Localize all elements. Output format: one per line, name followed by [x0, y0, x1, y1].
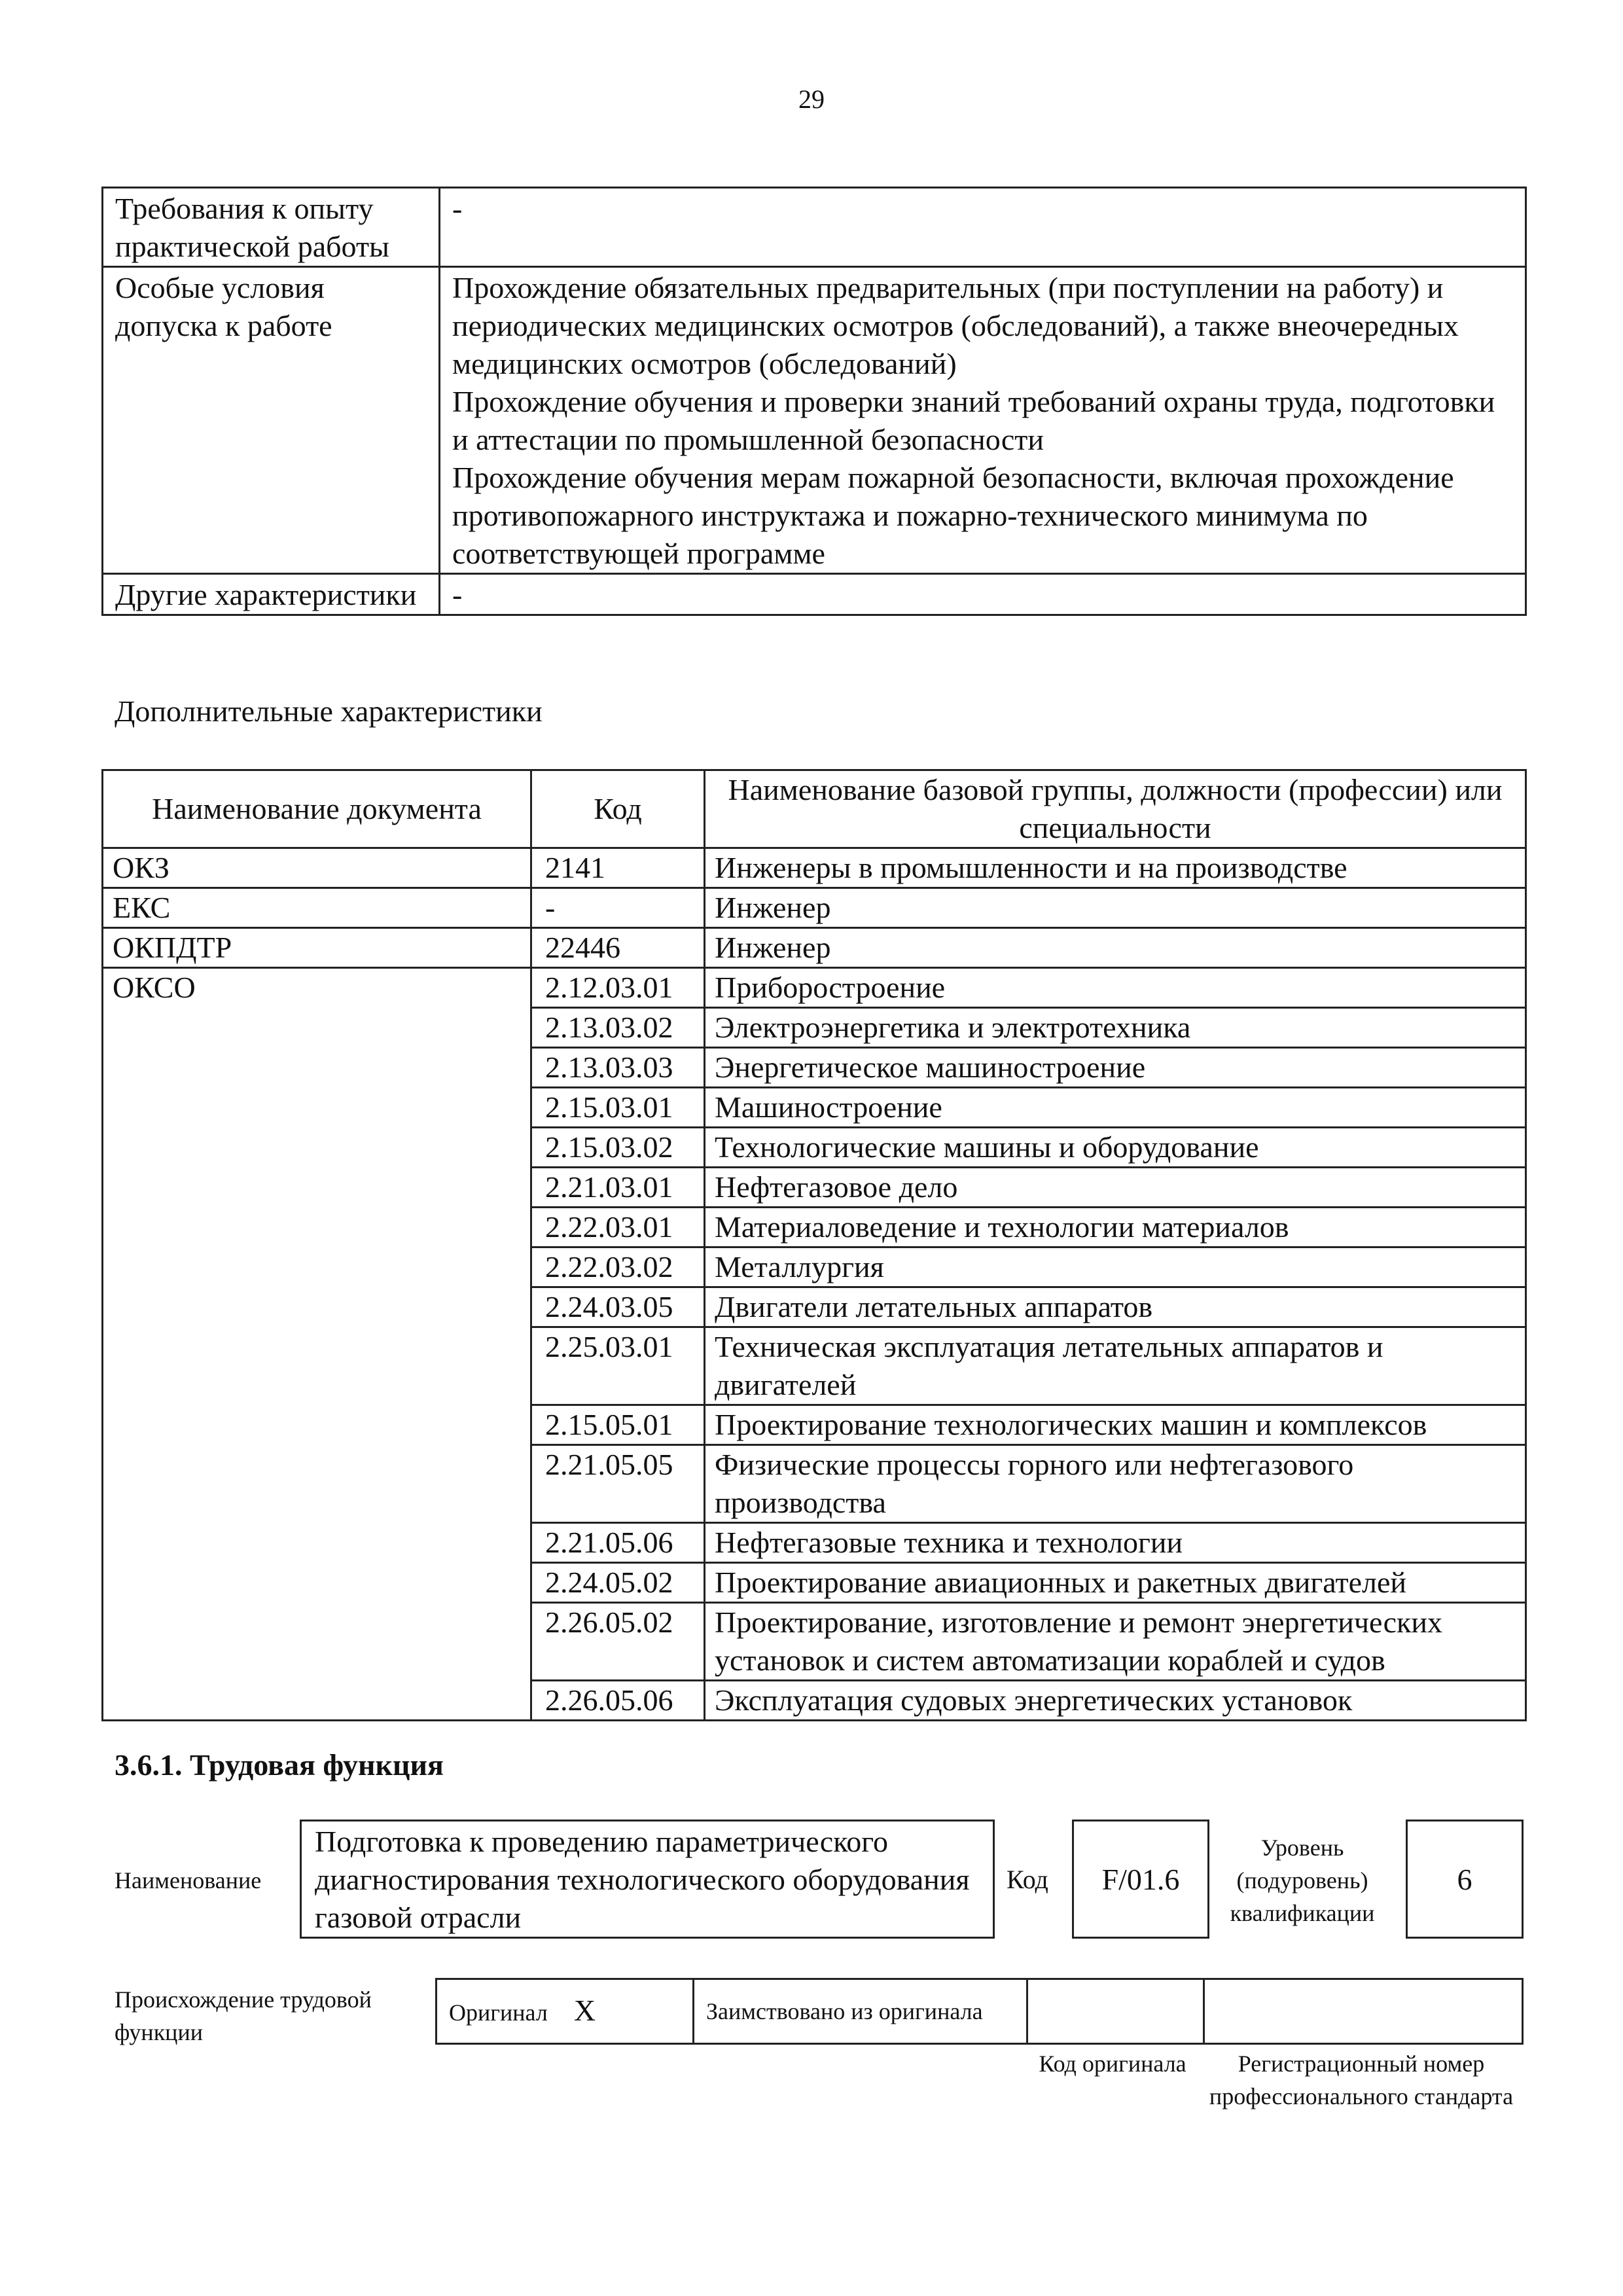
- doc-cell: ОКПДТР: [103, 928, 531, 968]
- row-value: [440, 267, 1526, 574]
- doc-cell: ОКЗ: [103, 848, 531, 888]
- code-cell: 2.24.03.05: [531, 1287, 705, 1327]
- original-label: Оригинал: [449, 1999, 548, 2026]
- row-value: -: [440, 188, 1526, 267]
- column-header: Наименование базовой группы, должности (профессии) или специальности: [705, 770, 1526, 848]
- table-row: [103, 267, 1526, 574]
- labor-function-title: 3.6.1. Трудовая функция: [115, 1748, 444, 1782]
- specialty-cell: Инженер: [705, 928, 1526, 968]
- code-cell: -: [531, 888, 705, 928]
- specialty-cell: Нефтегазовое дело: [705, 1168, 1526, 1208]
- reg-number-cell: [1204, 1979, 1523, 2044]
- specialty-cell: Проектирование, изготовление и ремонт энергетических установок и систем автоматизации кораблей и судов: [705, 1603, 1526, 1681]
- reg-number-label: Регистрационный номер профессионального стандарта: [1209, 2051, 1514, 2109]
- column-header: Наименование документа: [103, 770, 531, 848]
- original-code-cell: [1027, 1979, 1204, 2044]
- original-code-label: Код оригинала: [1039, 2051, 1186, 2077]
- column-header: Код: [531, 770, 705, 848]
- row-label: Особые условия допуска к работе: [103, 267, 440, 574]
- table-row: [103, 968, 1526, 1008]
- qualification-level-label: Уровень (подуровень) квалификации: [1230, 1835, 1375, 1926]
- table-row: [103, 848, 1526, 888]
- requirements-table: [101, 187, 1527, 616]
- condition-line: Прохождение обязательных предварительных (при поступлении на работу) и периодических медицинских осмотров (обследований), а также внеочередных медицинских осмотров (обследований): [452, 271, 1459, 380]
- table-row: [103, 188, 1526, 267]
- name-label: Наименование: [115, 1867, 262, 1893]
- condition-line: Прохождение обучения мерам пожарной безопасности, включая прохождение противопожарного инструктажа и пожарно-технического минимума по соответствующей программе: [452, 461, 1454, 570]
- code-cell: 2.21.05.05: [531, 1445, 705, 1523]
- code-cell: 2.22.03.02: [531, 1247, 705, 1287]
- function-code-box: F/01.6: [1072, 1820, 1209, 1939]
- code-cell: 22446: [531, 928, 705, 968]
- table-row: [437, 1979, 1523, 2044]
- page-number: 29: [798, 84, 825, 114]
- code-cell: 2.21.03.01: [531, 1168, 705, 1208]
- code-cell: 2.12.03.01: [531, 968, 705, 1008]
- table-header-row: [103, 770, 1526, 848]
- code-cell: 2.13.03.03: [531, 1048, 705, 1088]
- specialty-cell: Эксплуатация судовых энергетических установок: [705, 1681, 1526, 1721]
- borrowed-cell: Заимствовано из оригинала: [694, 1979, 1027, 2044]
- table-row: [103, 888, 1526, 928]
- code-cell: 2.13.03.02: [531, 1008, 705, 1048]
- code-cell: 2.24.05.02: [531, 1563, 705, 1603]
- code-cell: 2.15.03.02: [531, 1128, 705, 1168]
- function-name-box: Подготовка к проведению параметрического диагностирования технологического оборудования газовой отрасли: [300, 1820, 995, 1939]
- specialty-cell: Энергетическое машиностроение: [705, 1048, 1526, 1088]
- code-cell: 2.25.03.01: [531, 1327, 705, 1405]
- condition-line: Прохождение обучения и проверки знаний требований охраны труда, подготовки и аттестации по промышленной безопасности: [452, 385, 1495, 456]
- specialty-cell: Инженер: [705, 888, 1526, 928]
- origin-table: [435, 1978, 1524, 2045]
- additional-characteristics-table: [101, 769, 1527, 1721]
- code-cell: 2.26.05.06: [531, 1681, 705, 1721]
- code-cell: 2.26.05.02: [531, 1603, 705, 1681]
- origin-label: Происхождение трудовой функции: [115, 1986, 372, 2045]
- specialty-cell: Машиностроение: [705, 1088, 1526, 1128]
- code-cell: 2.15.05.01: [531, 1405, 705, 1445]
- specialty-cell: Электроэнергетика и электротехника: [705, 1008, 1526, 1048]
- section-title: Дополнительные характеристики: [115, 694, 543, 728]
- code-cell: 2.15.03.01: [531, 1088, 705, 1128]
- specialty-cell: Нефтегазовые техника и технологии: [705, 1523, 1526, 1563]
- specialty-cell: Техническая эксплуатация летательных аппаратов и двигателей: [705, 1327, 1526, 1405]
- table-row: [103, 928, 1526, 968]
- specialty-cell: Физические процессы горного или нефтегазового производства: [705, 1445, 1526, 1523]
- code-label: Код: [1007, 1865, 1048, 1894]
- specialty-cell: Технологические машины и оборудование: [705, 1128, 1526, 1168]
- specialty-cell: Инженеры в промышленности и на производстве: [705, 848, 1526, 888]
- specialty-cell: Металлургия: [705, 1247, 1526, 1287]
- row-label: Требования к опыту практической работы: [103, 188, 440, 267]
- row-value: -: [440, 574, 1526, 615]
- row-label: Другие характеристики: [103, 574, 440, 615]
- code-cell: 2.22.03.01: [531, 1208, 705, 1247]
- code-cell: 2141: [531, 848, 705, 888]
- doc-cell: ОКСО: [103, 968, 531, 1721]
- specialty-cell: Проектирование авиационных и ракетных двигателей: [705, 1563, 1526, 1603]
- specialty-cell: Двигатели летательных аппаратов: [705, 1287, 1526, 1327]
- doc-cell: ЕКС: [103, 888, 531, 928]
- specialty-cell: Приборостроение: [705, 968, 1526, 1008]
- specialty-cell: Проектирование технологических машин и комплексов: [705, 1405, 1526, 1445]
- original-mark: X: [573, 1993, 596, 2027]
- original-cell: [437, 1979, 694, 2044]
- qualification-level-box: 6: [1406, 1820, 1524, 1939]
- specialty-cell: Материаловедение и технологии материалов: [705, 1208, 1526, 1247]
- table-row: [103, 574, 1526, 615]
- code-cell: 2.21.05.06: [531, 1523, 705, 1563]
